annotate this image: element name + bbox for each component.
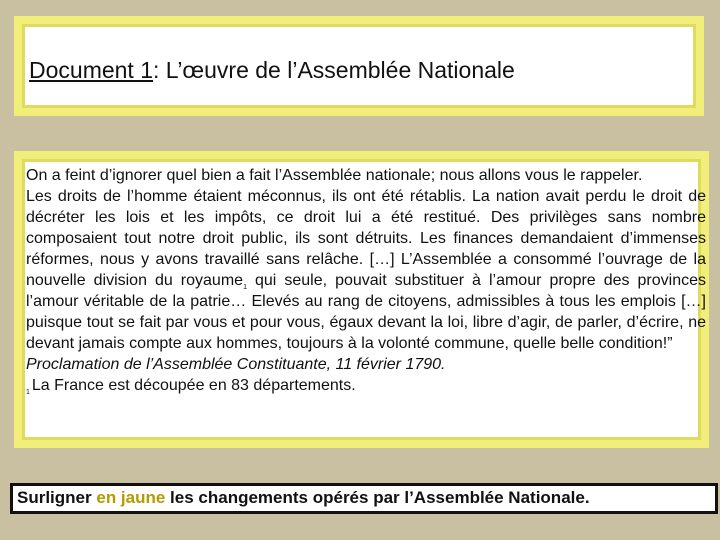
document-text	[26, 165, 706, 396]
document-label: Document 1	[29, 57, 154, 83]
footnote-text: La France est découpée en 83 départements.	[31, 377, 356, 394]
instruction-after: les changements opérés par l’Assemblée Nationale.	[165, 488, 590, 507]
intro-paragraph: On a feint d’ignorer quel bien a fait l’Assemblée nationale; nous allons vous le rappeler.	[26, 167, 643, 184]
main-paragraph-part-2: qui seule, pouvait substituer à l’amour propre des provinces l’amour véritable de la patrie… Elevés au rang de citoyens, admissibles à tous les emplois […] puisque tout se fait par vous et pour vous, égaux devant la loi, libre d’agir, de parler, d’écrire, ne devant jamais compte aux hommes, toujours à la volonté commune, quelle belle condition!”	[26, 272, 706, 352]
instruction-box	[10, 483, 718, 514]
document-title-rest: : L’œuvre de l’Assemblée Nationale	[153, 57, 515, 83]
document-title	[29, 57, 515, 84]
source-citation: Proclamation de l’Assemblée Constituante, 11 février 1790.	[26, 356, 446, 373]
instruction-text	[17, 488, 590, 508]
footnote-marker: 1	[26, 389, 30, 397]
title-box	[14, 16, 704, 116]
footnote-reference: 1	[243, 284, 247, 292]
footnote	[26, 375, 706, 396]
main-paragraph-part-1: Les droits de l’homme étaient méconnus, ils ont été rétablis. La nation avait perdu le droit de décréter les lois et les impôts, ce droit lui a été restitué. Des privilèges sans nombre composaient tout notre droit public, ils sont détruits. Les finances demandaient d’immenses réformes, nous y avons travaillé sans relâche. […] L’Assemblée a consommé l’ouvrage de la nouvelle division du royaume	[26, 188, 706, 289]
main-paragraph	[26, 186, 706, 354]
instruction-highlight: en jaune	[96, 488, 166, 507]
instruction-before: Surligner	[17, 488, 97, 507]
document-text-box	[14, 151, 709, 448]
